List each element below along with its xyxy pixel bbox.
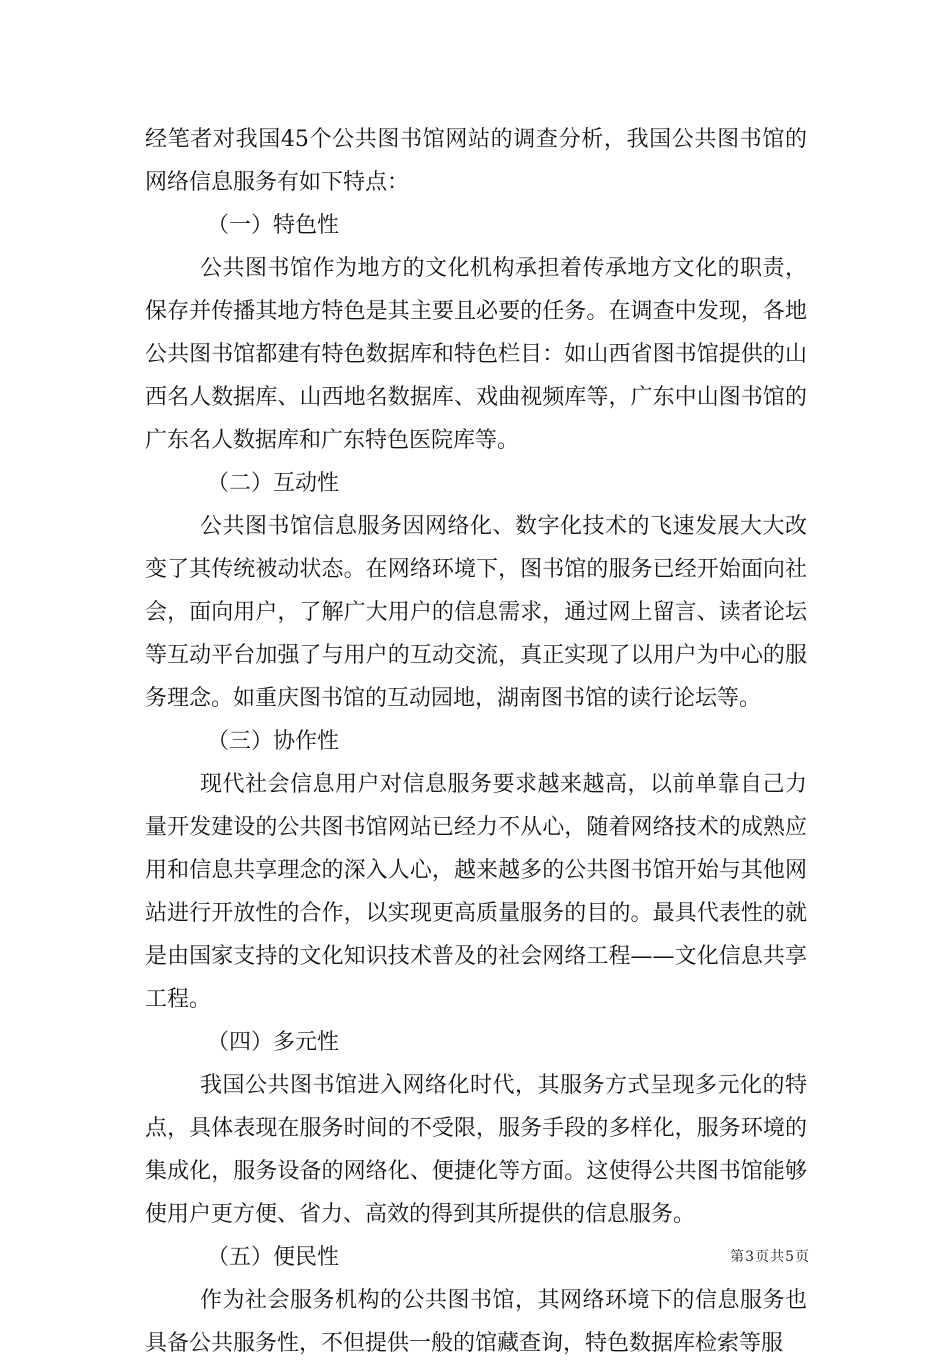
- section-heading-5: （五）便民性: [207, 1245, 340, 1270]
- section-heading-4: （四）多元性: [207, 1030, 340, 1055]
- section-paragraph-5: 作为社会服务机构的公共图书馆，其网络环境下的信息服务也具备公共服务性，不但提供一般的馆藏查询，特色数据库检索等服: [145, 1288, 807, 1356]
- section-heading-1: （一）特色性: [207, 213, 340, 238]
- section-paragraph-4: 我国公共图书馆进入网络化时代，其服务方式呈现多元化的特点，具体表现在服务时间的不受限，服务手段的多样化，服务环境的集成化，服务设备的网络化、便捷化等方面。这使得公共图书馆能够使用户更方便、省力、高效的得到其所提供的信息服务。: [145, 1073, 807, 1227]
- intro-paragraph: 经笔者对我国45个公共图书馆网站的调查分析，我国公共图书馆的网络信息服务有如下特点：: [145, 127, 807, 195]
- section-paragraph-2: 公共图书馆信息服务因网络化、数字化技术的飞速发展大大改变了其传统被动状态。在网络环境下，图书馆的服务已经开始面向社会，面向用户，了解广大用户的信息需求，通过网上留言、读者论坛等互动平台加强了与用户的互动交流，真正实现了以用户为中心的服务理念。如重庆图书馆的互动园地，湖南图书馆的读行论坛等。: [145, 514, 807, 711]
- document-body: [145, 118, 807, 1365]
- section-heading-3: （三）协作性: [207, 729, 340, 754]
- section-heading-2: （二）互动性: [207, 471, 340, 496]
- page-number: 第3页共5页: [730, 1249, 810, 1265]
- section-paragraph-1: 公共图书馆作为地方的文化机构承担着传承地方文化的职责，保存并传播其地方特色是其主要且必要的任务。在调查中发现，各地公共图书馆都建有特色数据库和特色栏目：如山西省图书馆提供的山西名人数据库、山西地名数据库、戏曲视频库等，广东中山图书馆的广东名人数据库和广东特色医院库等。: [145, 256, 807, 453]
- section-paragraph-3: 现代社会信息用户对信息服务要求越来越高，以前单靠自己力量开发建设的公共图书馆网站已经力不从心，随着网络技术的成熟应用和信息共享理念的深入人心，越来越多的公共图书馆开始与其他网站进行开放性的合作，以实现更高质量服务的目的。最具代表性的就是由国家支持的文化知识技术普及的社会网络工程——文化信息共享工程。: [145, 772, 807, 1012]
